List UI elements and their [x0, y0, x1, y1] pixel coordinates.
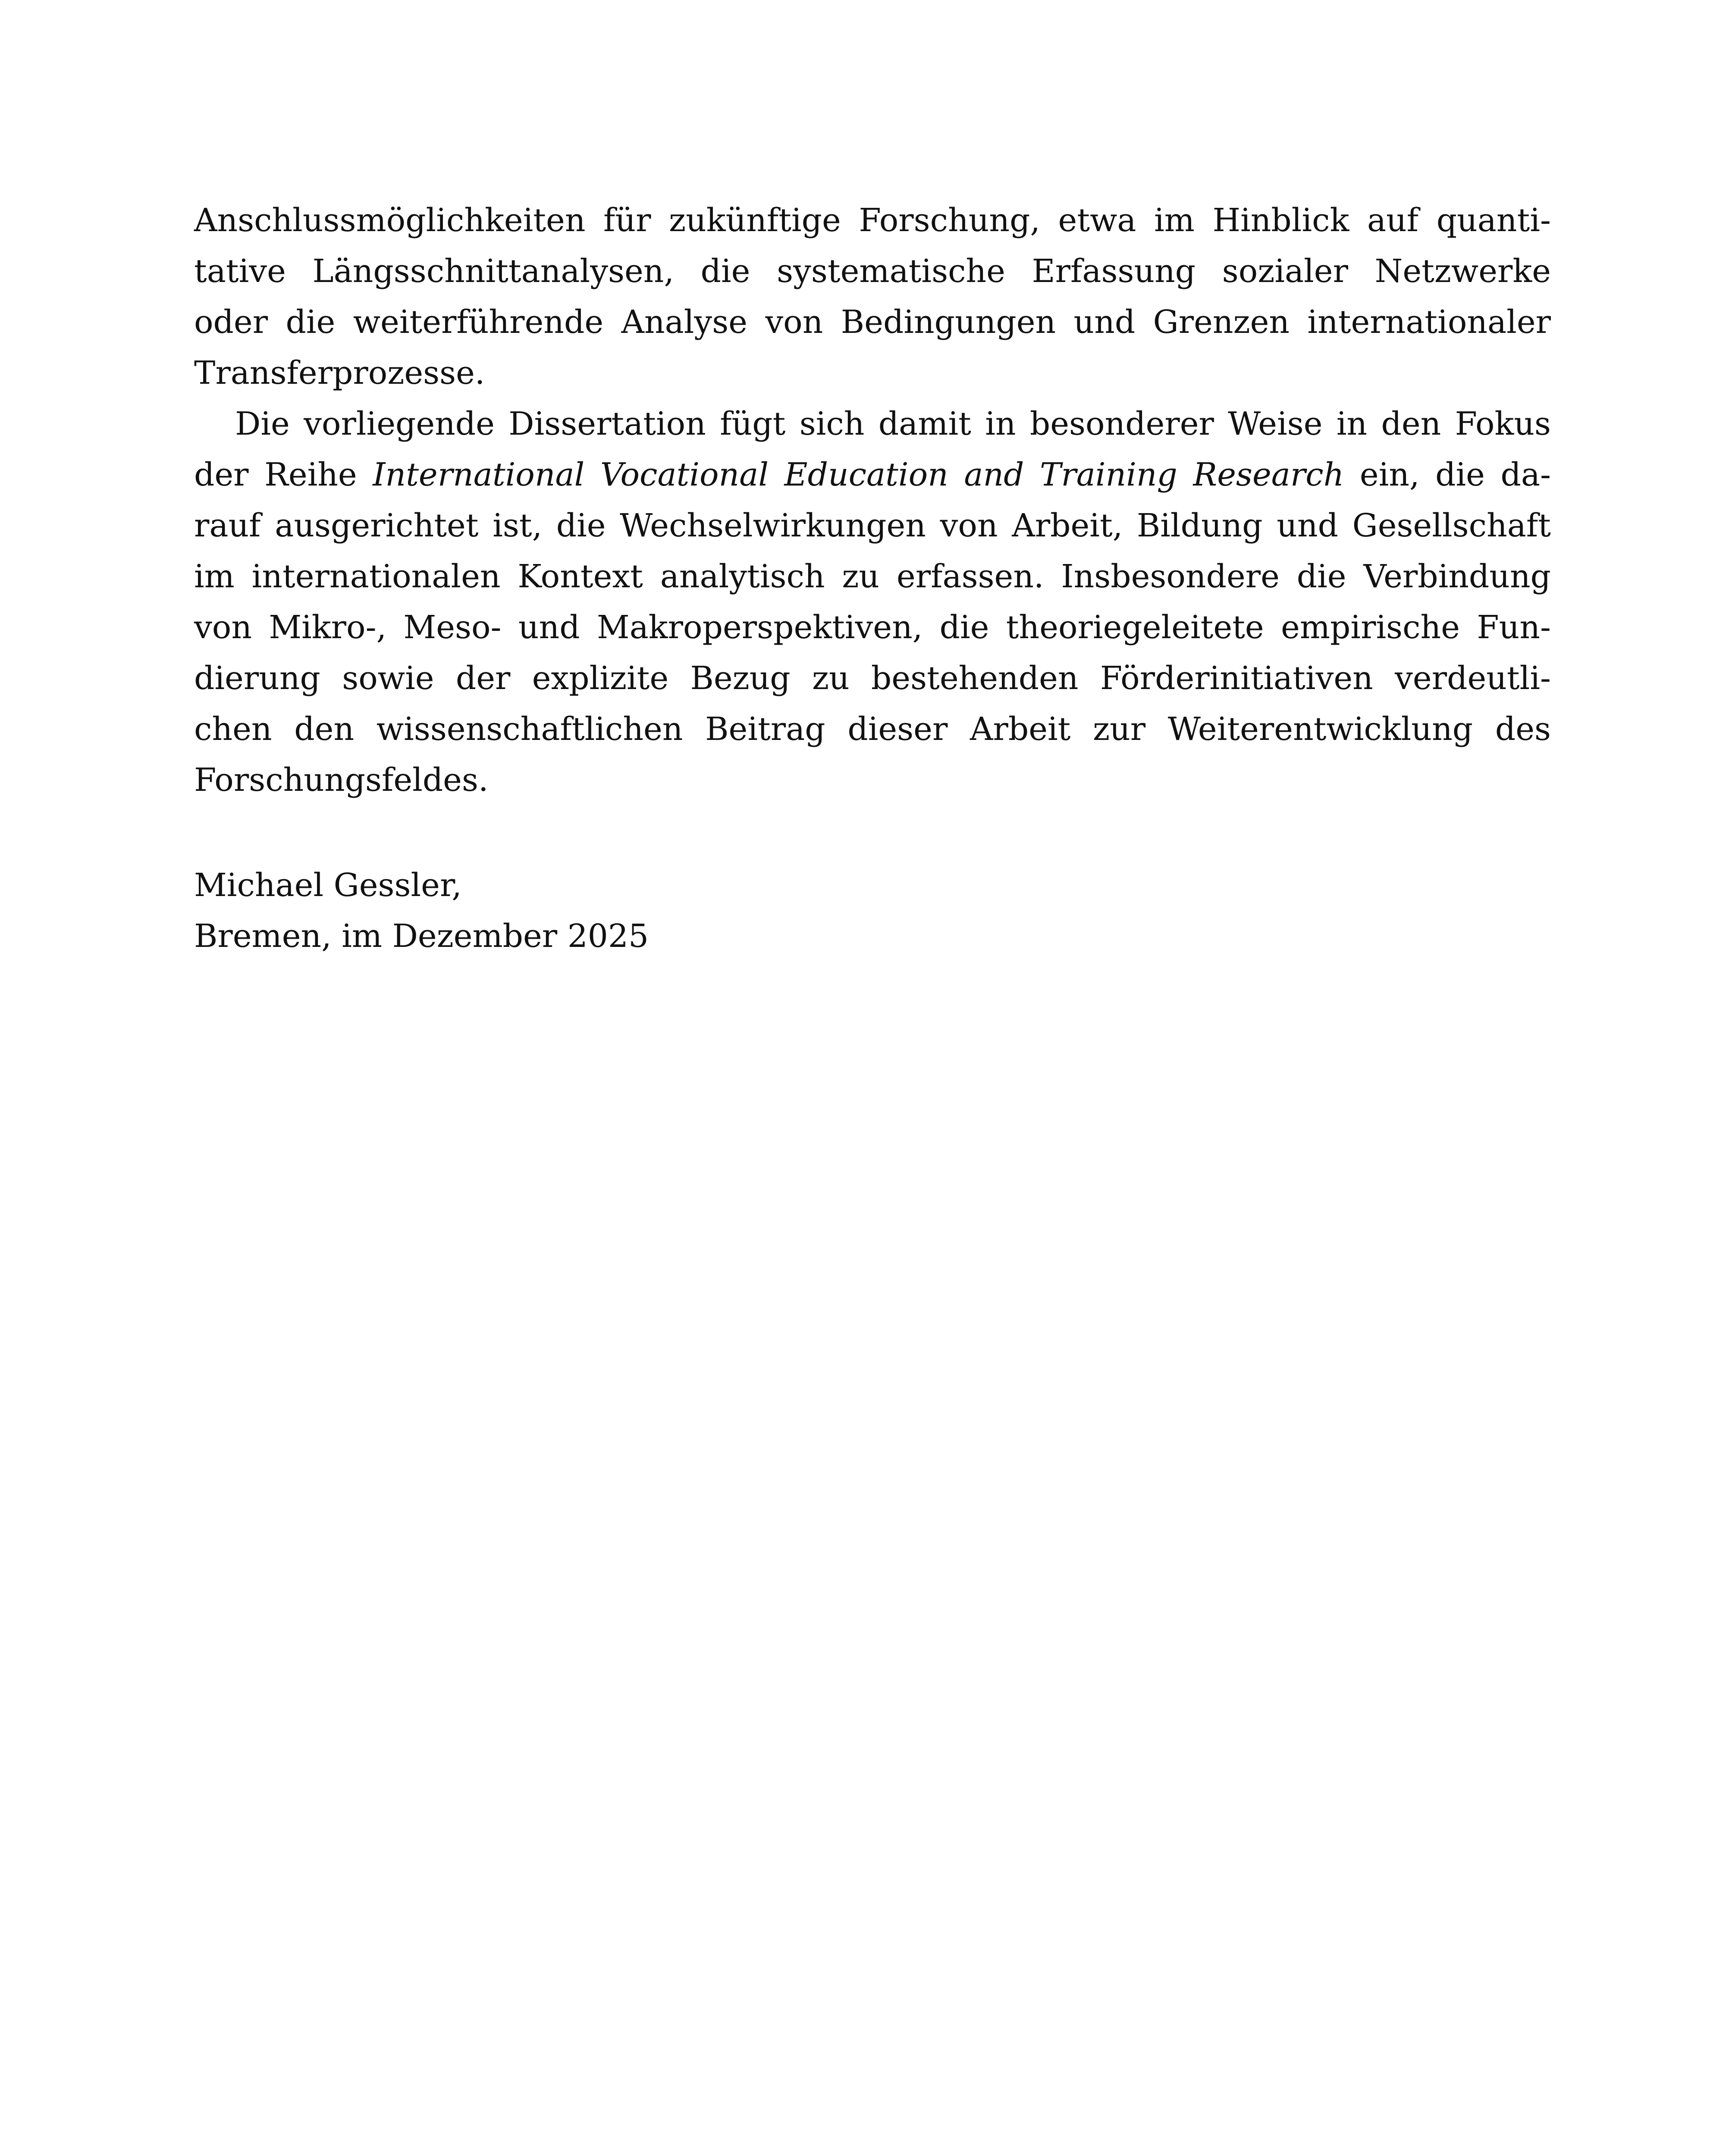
paragraph-1-line: oder die weiterführende Analyse von Bedingungen und Grenzen internationaler	[194, 304, 1551, 341]
paragraph-2-line: rauf ausgerichtet ist, die Wechselwirkungen von Arbeit, Bildung und Gesellschaft	[194, 507, 1551, 544]
series-suffix: ein, die da-	[1344, 456, 1551, 493]
signature-block	[194, 860, 649, 962]
place-and-date: Bremen, im Dezember 2025	[194, 918, 649, 955]
series-title: International Vocational Education and Training Research	[373, 456, 1344, 493]
paragraph-2-line: im internationalen Kontext analytisch zu erfassen. Insbesondere die Verbindung	[194, 558, 1551, 595]
paragraph-2-line: Forschungsfeldes.	[194, 761, 489, 799]
series-prefix: der Reihe	[194, 456, 373, 493]
paragraph-1-line: Transferprozesse.	[194, 354, 485, 392]
paragraph-1-line: Anschlussmöglichkeiten für zukünftige Forschung, etwa im Hinblick auf quanti-	[194, 202, 1551, 239]
paragraph-2-line: dierung sowie der explizite Bezug zu bestehenden Förderinitiativen verdeutli-	[194, 660, 1551, 697]
paragraph-2-line: chen den wissenschaftlichen Beitrag dieser Arbeit zur Weiterentwicklung des	[194, 711, 1551, 748]
paragraph-1-line: tative Längsschnittanalysen, die systematische Erfassung sozialer Netzwerke	[194, 253, 1551, 290]
paragraph-2-line: Die vorliegende Dissertation fügt sich damit in besonderer Weise in den Fokus	[235, 405, 1551, 442]
author-name: Michael Gessler,	[194, 867, 462, 904]
paragraph-2-line: von Mikro-, Meso- und Makroperspektiven, die theoriegeleitete empirische Fun-	[194, 609, 1551, 646]
paragraph-2-line-series	[194, 449, 1551, 500]
body-text	[194, 195, 1551, 805]
